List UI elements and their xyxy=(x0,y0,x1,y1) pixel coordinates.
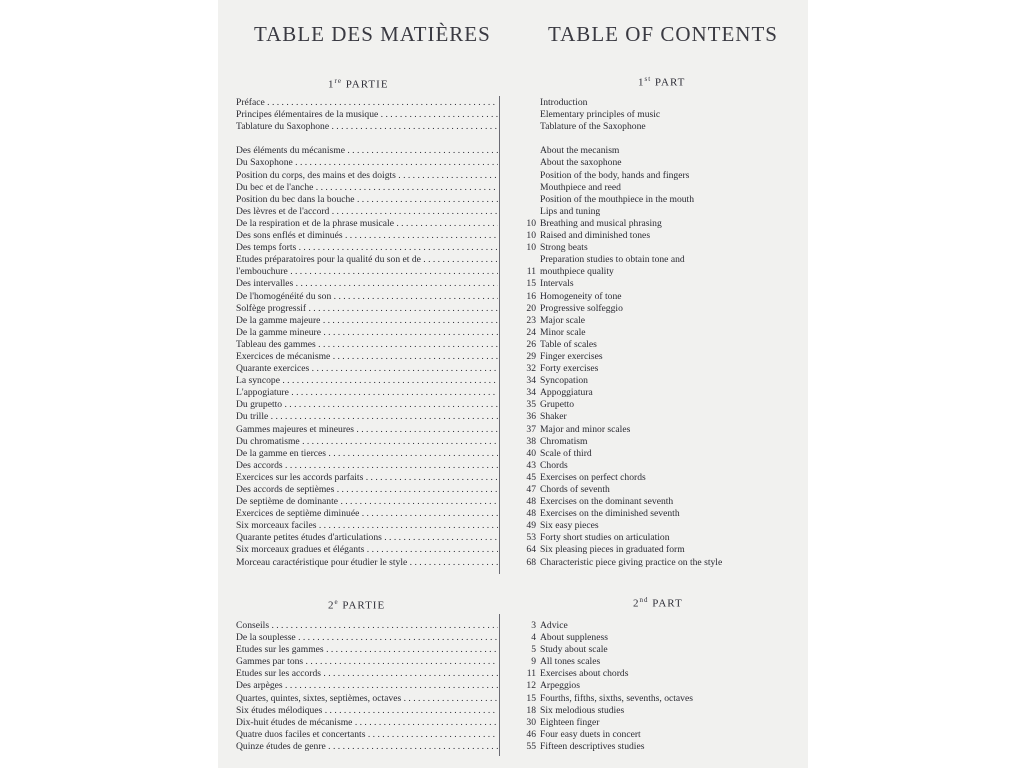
toc-entry-page: 15 xyxy=(526,278,536,290)
toc-entry-french xyxy=(236,145,536,157)
toc-entry-title: Four easy duets in concert xyxy=(540,728,641,740)
toc-entry-french xyxy=(236,448,536,460)
toc-entry-english xyxy=(540,620,802,632)
toc-entry-french xyxy=(236,632,536,644)
toc-entry-english xyxy=(540,375,802,387)
toc-entry-page: 16 xyxy=(526,290,536,302)
toc-entry-page: 45 xyxy=(526,471,536,483)
toc-entry-title: Gammes majeures et mineures . . . xyxy=(236,424,498,436)
toc-entry-french xyxy=(236,157,536,169)
toc-entry-title: Tablature of the Saxophone xyxy=(540,121,646,133)
toc-entry-title: Du trille . . . xyxy=(236,411,498,423)
toc-entry-title: Six pleasing pieces in graduated form xyxy=(540,544,685,556)
toc-entry-english xyxy=(540,170,802,182)
toc-entry-title: Position du bec dans la bouche . . . xyxy=(236,194,498,206)
toc-entry-title: Breathing and musical phrasing xyxy=(540,217,662,229)
toc-entry-english xyxy=(540,484,802,496)
toc-entry-english xyxy=(540,291,802,303)
toc-entry-page: 46 xyxy=(526,728,536,740)
document-page xyxy=(218,0,808,768)
part2-heading-french: 2e PARTIE xyxy=(328,598,386,612)
toc-entry-english xyxy=(540,157,802,169)
toc-entry-title: Des éléments du mécanisme . . . xyxy=(236,145,498,157)
toc-entry-title: Intervals xyxy=(540,278,574,290)
toc-entry-french xyxy=(236,206,536,218)
toc-entry-title: Quinze études de genre . . . xyxy=(236,741,498,753)
part1-french-list xyxy=(236,97,536,569)
toc-entry-english xyxy=(540,351,802,363)
toc-entry-title: mouthpiece quality xyxy=(540,266,614,278)
toc-entry-english xyxy=(540,460,802,472)
toc-entry-french xyxy=(236,484,536,496)
toc-entry-french xyxy=(236,375,536,387)
toc-entry-title: All tones scales xyxy=(540,656,601,668)
toc-entry-title: Position of the mouthpiece in the mouth xyxy=(540,193,695,205)
toc-entry-page: 10 xyxy=(526,242,536,254)
toc-entry-page: 4 xyxy=(531,632,536,644)
toc-entry-title: Six melodious studies xyxy=(540,704,625,716)
toc-entry-title: Solfège progressif . . . xyxy=(236,303,498,315)
toc-entry-french xyxy=(236,644,536,656)
toc-entry-title: Scale of third xyxy=(540,447,592,459)
toc-entry-english xyxy=(540,399,802,411)
toc-entry-french xyxy=(236,218,536,230)
part1-english-list xyxy=(540,97,802,569)
toc-entry-french xyxy=(236,291,536,303)
toc-entry-page: 48 xyxy=(526,496,536,508)
toc-entry-page: 32 xyxy=(526,363,536,375)
toc-entry-english xyxy=(540,705,802,717)
toc-entry-title: Fourths, fifths, sixths, sevenths, octaves xyxy=(540,692,693,704)
toc-entry-page: 18 xyxy=(526,704,536,716)
toc-entry-english xyxy=(540,327,802,339)
toc-entry-title: De l'homogénéité du son . . . xyxy=(236,291,498,303)
toc-entry-english xyxy=(540,121,802,133)
toc-entry-title: Fifteen descriptives studies xyxy=(540,740,645,752)
toc-entry-title: Minor scale xyxy=(540,326,586,338)
title-french: TABLE DES MATIÈRES xyxy=(254,22,491,46)
toc-entry-title: Preparation studies to obtain tone and xyxy=(540,254,685,266)
toc-entry-title: Tablature du Saxophone . . . xyxy=(236,121,498,133)
toc-entry-english xyxy=(540,206,802,218)
toc-entry-french xyxy=(236,508,536,520)
toc-entry-title: Exercises on the dominant seventh xyxy=(540,496,674,508)
toc-entry-french xyxy=(236,254,536,266)
title-english: TABLE OF CONTENTS xyxy=(548,22,778,46)
toc-entry-title: Six easy pieces xyxy=(540,520,599,532)
toc-entry-page: 24 xyxy=(526,326,536,338)
toc-entry-title: Quarante exercices . . . xyxy=(236,363,498,375)
toc-entry-page: 29 xyxy=(526,350,536,362)
toc-entry-title: Exercises about chords xyxy=(540,668,629,680)
toc-entry-title: l'embouchure . . . xyxy=(236,266,498,278)
toc-entry-title: Shaker xyxy=(540,411,567,423)
toc-entry-title: Etudes sur les gammes . . . xyxy=(236,644,498,656)
part2-english-list xyxy=(540,620,802,753)
toc-entry-title: De la gamme mineure . . . xyxy=(236,327,498,339)
toc-entry-french xyxy=(236,315,536,327)
toc-entry-english xyxy=(540,436,802,448)
toc-entry-title: Strong beats xyxy=(540,242,588,254)
toc-entry-page: 20 xyxy=(526,302,536,314)
toc-entry-french xyxy=(236,170,536,182)
toc-entry-english xyxy=(540,668,802,680)
toc-entry-french xyxy=(236,411,536,423)
toc-entry-french xyxy=(236,109,536,121)
toc-entry-title: Chromatism xyxy=(540,435,588,447)
toc-entry-title: Grupetto xyxy=(540,399,575,411)
toc-entry-english xyxy=(540,254,802,266)
toc-entry-french xyxy=(236,557,536,569)
toc-entry-page: 68 xyxy=(526,556,536,568)
toc-entry-page: 30 xyxy=(526,716,536,728)
toc-entry-english xyxy=(540,194,802,206)
toc-entry-english xyxy=(540,508,802,520)
toc-entry-french xyxy=(236,668,536,680)
part1-heading-english: 1st PART xyxy=(638,75,686,89)
toc-entry-french xyxy=(236,399,536,411)
toc-entry-french xyxy=(236,121,536,133)
toc-entry-title: De la souplesse . . . xyxy=(236,632,498,644)
toc-entry-page: 49 xyxy=(526,520,536,532)
toc-entry-page: 34 xyxy=(526,375,536,387)
toc-entry-page: 11 xyxy=(526,266,536,278)
toc-entry-french xyxy=(236,182,536,194)
toc-entry-english xyxy=(540,218,802,230)
toc-entry-page: 9 xyxy=(531,656,536,668)
toc-entry-title: La syncope . . . xyxy=(236,375,498,387)
toc-entry-english xyxy=(540,363,802,375)
toc-entry-title: De septième de dominante . . . xyxy=(236,496,498,508)
toc-entry-english xyxy=(540,656,802,668)
toc-entry-french xyxy=(236,680,536,692)
toc-entry-title: Quatre duos faciles et concertants . . . xyxy=(236,729,498,741)
toc-entry-title: Dix-huit études de mécanisme . . . xyxy=(236,717,498,729)
toc-entry-english xyxy=(540,448,802,460)
toc-entry-title: Des intervalles . . . xyxy=(236,278,498,290)
toc-entry-english xyxy=(540,278,802,290)
toc-entry-page: 48 xyxy=(526,508,536,520)
toc-entry-page: 37 xyxy=(526,423,536,435)
toc-entry-french xyxy=(236,266,536,278)
toc-entry-title: Homogeneity of tone xyxy=(540,290,622,302)
toc-entry-title: Des lèvres et de l'accord . . . xyxy=(236,206,498,218)
toc-entry-title: Six morceaux gradues et élégants . . . xyxy=(236,544,498,556)
toc-entry-page: 64 xyxy=(526,544,536,556)
toc-entry-english xyxy=(540,520,802,532)
toc-entry-french xyxy=(236,496,536,508)
toc-entry-page: 11 xyxy=(526,668,536,680)
toc-entry-title: Major and minor scales xyxy=(540,423,631,435)
toc-entry-title: Préface . . . xyxy=(236,97,498,109)
toc-entry-french xyxy=(236,532,536,544)
toc-entry-page: 10 xyxy=(526,217,536,229)
toc-entry-title: Forty exercises xyxy=(540,363,599,375)
toc-entry-french xyxy=(236,133,536,145)
toc-entry-title: De la gamme majeure . . . xyxy=(236,315,498,327)
toc-entry-english xyxy=(540,557,802,569)
toc-entry-title: Etudes préparatoires pour la qualité du son et de . . . xyxy=(236,254,498,266)
toc-entry-title: Des sons enflés et diminués . . . xyxy=(236,230,498,242)
toc-entry-english xyxy=(540,693,802,705)
toc-entry-title: Etudes sur les accords . . . xyxy=(236,668,498,680)
toc-entry-title: Finger exercises xyxy=(540,350,603,362)
toc-entry-page: 53 xyxy=(526,532,536,544)
toc-entry-page: 23 xyxy=(526,314,536,326)
toc-entry-title: Des temps forts . . . xyxy=(236,242,498,254)
toc-entry-french xyxy=(236,436,536,448)
toc-entry-english xyxy=(540,644,802,656)
toc-entry-english xyxy=(540,424,802,436)
toc-entry-english xyxy=(540,544,802,556)
toc-entry-title: Exercices sur les accords parfaits . . . xyxy=(236,472,498,484)
toc-entry-title: Du chromatisme . . . xyxy=(236,436,498,448)
toc-entry-english xyxy=(540,472,802,484)
toc-entry-title: Elementary principles of music xyxy=(540,109,661,121)
toc-entry-french xyxy=(236,194,536,206)
toc-entry-french xyxy=(236,303,536,315)
toc-entry-english xyxy=(540,145,802,157)
toc-entry-title: Arpeggios xyxy=(540,680,580,692)
toc-entry-title: Des accords . . . xyxy=(236,460,498,472)
toc-entry-page: 36 xyxy=(526,411,536,423)
toc-entry-title: About the saxophone xyxy=(540,157,622,169)
toc-entry-title: Tableau des gammes . . . xyxy=(236,339,498,351)
toc-entry-title: Principes élémentaires de la musique . . . xyxy=(236,109,498,121)
toc-entry-french xyxy=(236,351,536,363)
toc-entry-title: Exercises on perfect chords xyxy=(540,471,646,483)
toc-entry-title: Eighteen finger xyxy=(540,716,600,728)
toc-entry-english xyxy=(540,230,802,242)
toc-entry-title: Six études mélodiques . . . xyxy=(236,705,498,717)
toc-entry-page: 3 xyxy=(531,620,536,631)
toc-entry-english xyxy=(540,242,802,254)
toc-entry-english xyxy=(540,717,802,729)
toc-entry-french xyxy=(236,520,536,532)
toc-entry-english xyxy=(540,266,802,278)
toc-entry-title: Forty short studies on articulation xyxy=(540,532,670,544)
toc-entry-french xyxy=(236,620,536,632)
toc-entry-page: 26 xyxy=(526,338,536,350)
toc-entry-english xyxy=(540,680,802,692)
toc-entry-title: Quarante petites études d'articulations . . . xyxy=(236,532,498,544)
toc-entry-french xyxy=(236,460,536,472)
toc-entry-english xyxy=(540,339,802,351)
toc-entry-english xyxy=(540,411,802,423)
toc-entry-page: 47 xyxy=(526,484,536,495)
toc-entry-title: Lips and tuning xyxy=(540,205,601,217)
toc-entry-page: 15 xyxy=(526,692,536,704)
toc-entry-english xyxy=(540,97,802,109)
toc-entry-page: 35 xyxy=(526,399,536,411)
toc-entry-title: Exercices de septième diminuée . . . xyxy=(236,508,498,520)
toc-entry-title: Gammes par tons . . . xyxy=(236,656,498,668)
toc-entry-title: De la respiration et de la phrase musicale . . . xyxy=(236,218,498,230)
toc-entry-french xyxy=(236,97,536,109)
toc-entry-english xyxy=(540,741,802,753)
toc-entry-title: Position of the body, hands and fingers xyxy=(540,169,690,181)
toc-entry-title: Du Saxophone . . . xyxy=(236,157,498,169)
toc-entry-title: Raised and diminished tones xyxy=(540,230,651,242)
toc-entry-page: 34 xyxy=(526,387,536,399)
toc-entry-title: Position du corps, des mains et des doigts . . . xyxy=(236,170,498,182)
toc-entry-title: Study about scale xyxy=(540,644,608,656)
toc-entry-title: Major scale xyxy=(540,314,586,326)
toc-entry-title: Quartes, quintes, sixtes, septièmes, octaves . . . xyxy=(236,693,498,705)
toc-entry-english xyxy=(540,182,802,194)
toc-entry-french xyxy=(236,717,536,729)
toc-entry-title: Du bec et de l'anche . . . xyxy=(236,182,498,194)
toc-entry-title: Morceau caractéristique pour étudier le style . . . xyxy=(236,557,498,569)
toc-entry-title: Chords of seventh xyxy=(540,484,610,495)
toc-entry-french xyxy=(236,230,536,242)
toc-entry-french xyxy=(236,705,536,717)
toc-entry-title: Syncopation xyxy=(540,375,588,387)
toc-entry-title: Des accords de septièmes . . . xyxy=(236,484,498,496)
toc-entry-title: About the mecanism xyxy=(540,145,620,157)
toc-entry-page: 12 xyxy=(526,680,536,692)
part1-heading-french: 1re PARTIE xyxy=(328,77,389,91)
part2-heading-english: 2nd PART xyxy=(633,596,683,610)
toc-entry-page: 10 xyxy=(526,230,536,242)
toc-entry-french xyxy=(236,363,536,375)
toc-entry-page: 43 xyxy=(526,459,536,471)
toc-entry-title: De la gamme en tierces . . . xyxy=(236,448,498,460)
toc-entry-french xyxy=(236,544,536,556)
toc-entry-title: About suppleness xyxy=(540,632,608,644)
toc-entry-english xyxy=(540,303,802,315)
toc-entry-english xyxy=(540,496,802,508)
toc-entry-french xyxy=(236,729,536,741)
toc-entry-english xyxy=(540,109,802,121)
toc-entry-title: Advice xyxy=(540,620,568,631)
toc-entry-title: Appoggiatura xyxy=(540,387,593,399)
toc-entry-title: Conseils . . . xyxy=(236,620,498,632)
toc-entry-title: Du grupetto . . . xyxy=(236,399,498,411)
toc-entry-title: Progressive solfeggio xyxy=(540,302,623,314)
toc-entry-title: Table of scales xyxy=(540,338,597,350)
toc-entry-title: Characteristic piece giving practice on the style xyxy=(540,556,723,568)
toc-entry-french xyxy=(236,387,536,399)
toc-entry-english xyxy=(540,133,802,145)
toc-entry-english xyxy=(540,729,802,741)
toc-entry-title: Des arpèges . . . xyxy=(236,680,498,692)
toc-entry-french xyxy=(236,327,536,339)
toc-entry-french xyxy=(236,656,536,668)
toc-entry-french xyxy=(236,242,536,254)
toc-entry-title: Six morceaux faciles . . . xyxy=(236,520,498,532)
toc-entry-title: Exercices de mécanisme . . . xyxy=(236,351,498,363)
toc-entry-french xyxy=(236,472,536,484)
toc-entry-title: Mouthpiece and reed xyxy=(540,181,621,193)
toc-entry-french xyxy=(236,278,536,290)
part2-french-list xyxy=(236,620,536,753)
toc-entry-page: 40 xyxy=(526,447,536,459)
toc-entry-french xyxy=(236,339,536,351)
toc-entry-french xyxy=(236,424,536,436)
toc-entry-title: Introduction xyxy=(540,97,588,108)
toc-entry-title: Exercises on the diminished seventh xyxy=(540,508,680,520)
toc-entry-page: 5 xyxy=(531,644,536,656)
toc-entry-title: L'appogiature . . . xyxy=(236,387,498,399)
toc-entry-title: Chords xyxy=(540,459,568,471)
toc-entry-english xyxy=(540,532,802,544)
toc-entry-french xyxy=(236,693,536,705)
toc-entry-page: 55 xyxy=(526,740,536,752)
toc-entry-english xyxy=(540,315,802,327)
toc-entry-english xyxy=(540,632,802,644)
toc-entry-french xyxy=(236,741,536,753)
toc-entry-english xyxy=(540,387,802,399)
toc-entry-page: 38 xyxy=(526,435,536,447)
